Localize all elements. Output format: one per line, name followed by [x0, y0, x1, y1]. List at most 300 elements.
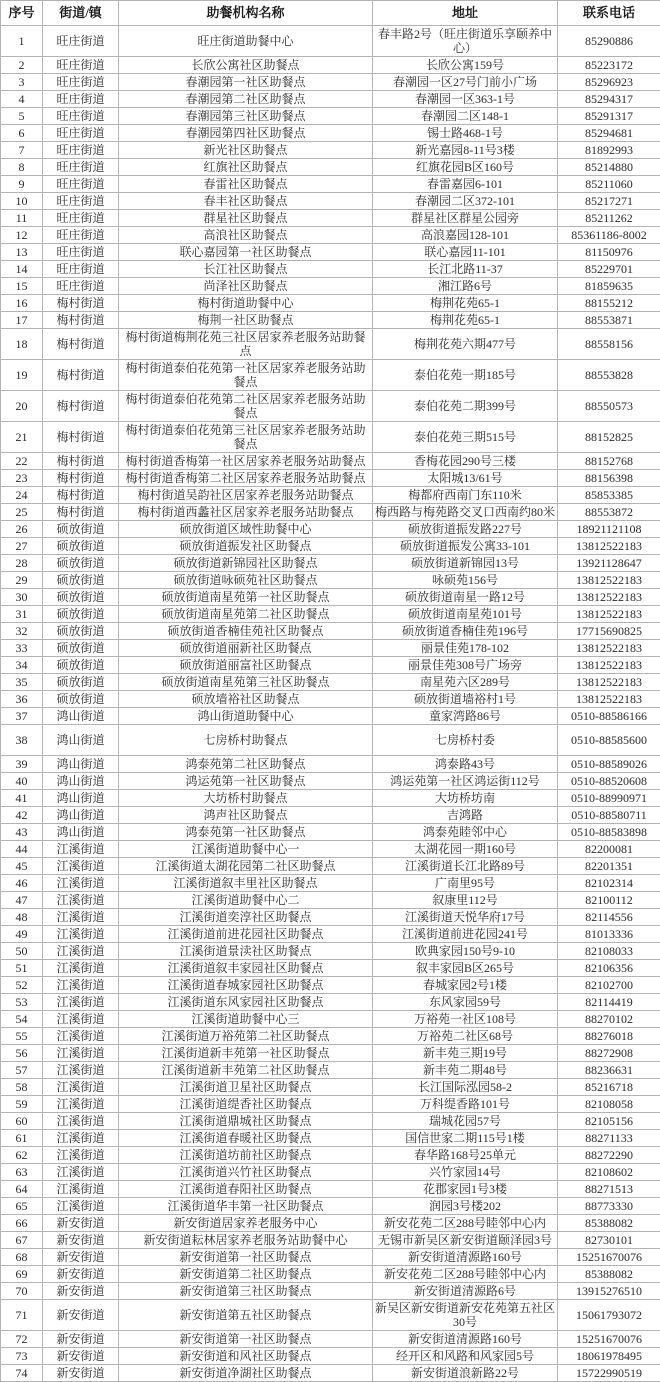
- cell-seq: 39: [1, 756, 43, 773]
- cell-phone: 88152825: [558, 422, 660, 453]
- cell-address: 长江国际泓园58-2: [373, 1079, 558, 1096]
- cell-street: 梅村街道: [43, 422, 119, 453]
- cell-address: 新光嘉园8-11号3楼: [373, 142, 558, 159]
- table-row: [1, 756, 660, 773]
- table-row: [1, 360, 660, 391]
- cell-phone: 13915276510: [558, 1283, 660, 1300]
- cell-name: 梅村街道香梅第二社区居家养老服务站助餐点: [119, 470, 373, 487]
- cell-seq: 62: [1, 1147, 43, 1164]
- cell-address: 梅都府西南门东110米: [373, 487, 558, 504]
- cell-street: 旺庄街道: [43, 142, 119, 159]
- cell-phone: 88236631: [558, 1062, 660, 1079]
- cell-name: 江溪街道春阳社区助餐点: [119, 1181, 373, 1198]
- cell-phone: 13812522183: [558, 589, 660, 606]
- cell-address: 鸿泰苑睦邻中心: [373, 824, 558, 841]
- cell-seq: 14: [1, 261, 43, 278]
- cell-phone: 15061793072: [558, 1300, 660, 1331]
- cell-street: 鸿山街道: [43, 756, 119, 773]
- cell-street: 硕放街道: [43, 572, 119, 589]
- cell-address: 泰伯花苑一期185号: [373, 360, 558, 391]
- cell-street: 硕放街道: [43, 623, 119, 640]
- cell-street: 梅村街道: [43, 360, 119, 391]
- cell-phone: 85853385: [558, 487, 660, 504]
- cell-phone: 85214880: [558, 159, 660, 176]
- cell-seq: 20: [1, 391, 43, 422]
- table-row: [1, 1096, 660, 1113]
- cell-street: 新安街道: [43, 1266, 119, 1283]
- cell-phone: 82102700: [558, 977, 660, 994]
- cell-seq: 11: [1, 210, 43, 227]
- cell-address: 丽景佳苑308号广场旁: [373, 657, 558, 674]
- table-row: [1, 858, 660, 875]
- cell-name: 硕放街道南星苑第一社区助餐点: [119, 589, 373, 606]
- cell-name: 联心嘉园第一社区助餐点: [119, 244, 373, 261]
- cell-street: 梅村街道: [43, 295, 119, 312]
- cell-phone: 81013336: [558, 926, 660, 943]
- cell-street: 江溪街道: [43, 926, 119, 943]
- cell-phone: 88558156: [558, 329, 660, 360]
- cell-phone: 13812522183: [558, 640, 660, 657]
- table-row: [1, 892, 660, 909]
- table-row: [1, 1266, 660, 1283]
- cell-name: 新光社区助餐点: [119, 142, 373, 159]
- cell-seq: 45: [1, 858, 43, 875]
- cell-phone: 82100112: [558, 892, 660, 909]
- cell-street: 鸿山街道: [43, 708, 119, 725]
- cell-name: 新安街道第一社区助餐点: [119, 1331, 373, 1348]
- cell-street: 新安街道: [43, 1331, 119, 1348]
- table-row: [1, 1249, 660, 1266]
- cell-street: 江溪街道: [43, 1045, 119, 1062]
- cell-address: 硕放街道墙裕村1号: [373, 691, 558, 708]
- cell-address: 江溪街道天悦华府17号: [373, 909, 558, 926]
- table-header: [1, 1, 660, 26]
- cell-phone: 88155212: [558, 295, 660, 312]
- cell-street: 鸿山街道: [43, 725, 119, 756]
- cell-address: 兴竹家园14号: [373, 1164, 558, 1181]
- cell-street: 江溪街道: [43, 943, 119, 960]
- cell-address: 梅西路与梅苑路交叉口西南约80米: [373, 504, 558, 521]
- table-row: [1, 640, 660, 657]
- cell-street: 梅村街道: [43, 453, 119, 470]
- cell-seq: 35: [1, 674, 43, 691]
- table-row: [1, 1147, 660, 1164]
- cell-phone: 82108602: [558, 1164, 660, 1181]
- cell-seq: 27: [1, 538, 43, 555]
- cell-name: 硕放街道振发社区助餐点: [119, 538, 373, 555]
- cell-phone: 88553872: [558, 504, 660, 521]
- cell-seq: 18: [1, 329, 43, 360]
- cell-seq: 67: [1, 1232, 43, 1249]
- cell-address: 鸿泰路43号: [373, 756, 558, 773]
- cell-street: 硕放街道: [43, 691, 119, 708]
- cell-phone: 85211060: [558, 176, 660, 193]
- cell-address: 新安花苑二区288号睦邻中心内: [373, 1266, 558, 1283]
- table-row: [1, 26, 660, 57]
- table-row: [1, 790, 660, 807]
- cell-street: 鸿山街道: [43, 773, 119, 790]
- cell-seq: 8: [1, 159, 43, 176]
- table-row: [1, 391, 660, 422]
- cell-seq: 60: [1, 1113, 43, 1130]
- cell-phone: 85388082: [558, 1266, 660, 1283]
- table-row: [1, 57, 660, 74]
- cell-seq: 72: [1, 1331, 43, 1348]
- cell-phone: 85223172: [558, 57, 660, 74]
- cell-phone: 13812522183: [558, 606, 660, 623]
- cell-street: 江溪街道: [43, 994, 119, 1011]
- table-row: [1, 538, 660, 555]
- cell-street: 江溪街道: [43, 960, 119, 977]
- table-row: [1, 623, 660, 640]
- cell-seq: 59: [1, 1096, 43, 1113]
- table-row: [1, 1164, 660, 1181]
- cell-name: 江溪街道华丰第一社区助餐点: [119, 1198, 373, 1215]
- cell-seq: 24: [1, 487, 43, 504]
- cell-street: 硕放街道: [43, 606, 119, 623]
- table-row: [1, 1365, 660, 1382]
- cell-name: 鸿泰苑第一社区助餐点: [119, 824, 373, 841]
- cell-street: 梅村街道: [43, 391, 119, 422]
- cell-address: 吉鸿路: [373, 807, 558, 824]
- cell-name: 鸿运苑第一社区助餐点: [119, 773, 373, 790]
- cell-street: 旺庄街道: [43, 227, 119, 244]
- cell-street: 鸿山街道: [43, 807, 119, 824]
- table-row: [1, 994, 660, 1011]
- cell-street: 江溪街道: [43, 1062, 119, 1079]
- cell-phone: 0510-88580711: [558, 807, 660, 824]
- cell-address: 高浪嘉园128-101: [373, 227, 558, 244]
- table-row: [1, 1181, 660, 1198]
- table-row: [1, 1300, 660, 1331]
- cell-street: 江溪街道: [43, 1113, 119, 1130]
- cell-name: 梅村街道泰伯花苑第三社区居家养老服务站助餐点: [119, 422, 373, 453]
- cell-street: 江溪街道: [43, 892, 119, 909]
- header-addr: 地址: [373, 1, 558, 26]
- cell-address: 新安街道清源路160号: [373, 1331, 558, 1348]
- cell-seq: 13: [1, 244, 43, 261]
- cell-address: 硕放街道新锦园13号: [373, 555, 558, 572]
- cell-name: 江溪街道卫星社区助餐点: [119, 1079, 373, 1096]
- cell-street: 梅村街道: [43, 504, 119, 521]
- cell-street: 江溪街道: [43, 909, 119, 926]
- cell-phone: 85217271: [558, 193, 660, 210]
- cell-phone: 18061978495: [558, 1348, 660, 1365]
- cell-seq: 52: [1, 977, 43, 994]
- cell-seq: 22: [1, 453, 43, 470]
- cell-address: 童家湾路86号: [373, 708, 558, 725]
- cell-name: 硕放墙裕社区助餐点: [119, 691, 373, 708]
- cell-address: 花郡家园1号3楼: [373, 1181, 558, 1198]
- cell-phone: 85296923: [558, 74, 660, 91]
- table-row: [1, 142, 660, 159]
- cell-name: 江溪街道景渎社区助餐点: [119, 943, 373, 960]
- table-row: [1, 1011, 660, 1028]
- table-row: [1, 1232, 660, 1249]
- cell-phone: 88276018: [558, 1028, 660, 1045]
- cell-address: 长江北路11-37: [373, 261, 558, 278]
- cell-seq: 69: [1, 1266, 43, 1283]
- cell-name: 尚泽社区助餐点: [119, 278, 373, 295]
- cell-phone: 82114556: [558, 909, 660, 926]
- cell-street: 新安街道: [43, 1300, 119, 1331]
- cell-street: 江溪街道: [43, 875, 119, 892]
- cell-seq: 41: [1, 790, 43, 807]
- cell-seq: 33: [1, 640, 43, 657]
- cell-phone: 0510-88990971: [558, 790, 660, 807]
- cell-seq: 6: [1, 125, 43, 142]
- table-row: [1, 1283, 660, 1300]
- cell-phone: 13812522183: [558, 657, 660, 674]
- cell-address: 新丰苑二期48号: [373, 1062, 558, 1079]
- cell-street: 江溪街道: [43, 1096, 119, 1113]
- cell-phone: 13812522183: [558, 674, 660, 691]
- cell-name: 江溪街道东风家园社区助餐点: [119, 994, 373, 1011]
- cell-seq: 36: [1, 691, 43, 708]
- cell-seq: 42: [1, 807, 43, 824]
- cell-address: 联心嘉园11-101: [373, 244, 558, 261]
- table-row: [1, 1045, 660, 1062]
- cell-phone: 17715690825: [558, 623, 660, 640]
- cell-phone: 88553871: [558, 312, 660, 329]
- table-row: [1, 1062, 660, 1079]
- cell-seq: 26: [1, 521, 43, 538]
- cell-phone: 82730101: [558, 1232, 660, 1249]
- cell-address: 春潮园一区27号门前小广场: [373, 74, 558, 91]
- cell-street: 硕放街道: [43, 538, 119, 555]
- cell-name: 江溪街道兴竹社区助餐点: [119, 1164, 373, 1181]
- cell-address: 春华路168号25单元: [373, 1147, 558, 1164]
- header-name: 助餐机构名称: [119, 1, 373, 26]
- cell-seq: 2: [1, 57, 43, 74]
- header-seq: 序号: [1, 1, 43, 26]
- cell-seq: 48: [1, 909, 43, 926]
- cell-street: 旺庄街道: [43, 210, 119, 227]
- cell-phone: 88550573: [558, 391, 660, 422]
- cell-street: 旺庄街道: [43, 57, 119, 74]
- cell-name: 春雷社区助餐点: [119, 176, 373, 193]
- cell-address: 无锡市新吴区新安街道颐泽园3号: [373, 1232, 558, 1249]
- cell-phone: 0510-88583898: [558, 824, 660, 841]
- cell-address: 硕放街道香楠佳苑196号: [373, 623, 558, 640]
- table-row: [1, 909, 660, 926]
- table-row: [1, 572, 660, 589]
- cell-phone: 13812522183: [558, 691, 660, 708]
- cell-street: 硕放街道: [43, 640, 119, 657]
- cell-address: 新安街道清源路6号: [373, 1283, 558, 1300]
- cell-name: 硕放街道丽新社区助餐点: [119, 640, 373, 657]
- cell-seq: 23: [1, 470, 43, 487]
- table-row: [1, 606, 660, 623]
- table-row: [1, 1028, 660, 1045]
- cell-street: 旺庄街道: [43, 193, 119, 210]
- table-row: [1, 244, 660, 261]
- cell-name: 新安街道耘林居家养老服务站助餐中心: [119, 1232, 373, 1249]
- cell-address: 经开区和风路和风家园5号: [373, 1348, 558, 1365]
- cell-address: 红旗花园B区160号: [373, 159, 558, 176]
- cell-phone: 0510-88586166: [558, 708, 660, 725]
- table-row: [1, 295, 660, 312]
- cell-address: 江溪街道前进花园241号: [373, 926, 558, 943]
- cell-name: 江溪街道万裕苑第二社区助餐点: [119, 1028, 373, 1045]
- cell-address: 七房桥村委: [373, 725, 558, 756]
- table-row: [1, 521, 660, 538]
- cell-name: 新安街道第五社区助餐点: [119, 1300, 373, 1331]
- table-row: [1, 773, 660, 790]
- cell-seq: 50: [1, 943, 43, 960]
- cell-phone: 82102314: [558, 875, 660, 892]
- cell-name: 春潮园第四社区助餐点: [119, 125, 373, 142]
- cell-name: 春丰社区助餐点: [119, 193, 373, 210]
- cell-name: 梅村街道助餐中心: [119, 295, 373, 312]
- cell-name: 鸿山街道助餐中心: [119, 708, 373, 725]
- cell-phone: 85211262: [558, 210, 660, 227]
- table-row: [1, 1079, 660, 1096]
- cell-address: 广南里95号: [373, 875, 558, 892]
- table-row: [1, 422, 660, 453]
- cell-seq: 58: [1, 1079, 43, 1096]
- cell-address: 泰伯花苑三期515号: [373, 422, 558, 453]
- cell-street: 新安街道: [43, 1348, 119, 1365]
- cell-street: 旺庄街道: [43, 91, 119, 108]
- cell-address: 大坊桥坊南: [373, 790, 558, 807]
- cell-seq: 30: [1, 589, 43, 606]
- cell-phone: 88553828: [558, 360, 660, 391]
- table-row: [1, 227, 660, 244]
- table-row: [1, 589, 660, 606]
- table-row: [1, 943, 660, 960]
- cell-name: 新安街道第二社区助餐点: [119, 1266, 373, 1283]
- cell-name: 梅村街道吴韵社区居家养老服务站助餐点: [119, 487, 373, 504]
- cell-seq: 44: [1, 841, 43, 858]
- cell-seq: 65: [1, 1198, 43, 1215]
- cell-name: 群星社区助餐点: [119, 210, 373, 227]
- cell-seq: 71: [1, 1300, 43, 1331]
- cell-seq: 49: [1, 926, 43, 943]
- cell-name: 硕放街道香楠佳苑社区助餐点: [119, 623, 373, 640]
- cell-street: 旺庄街道: [43, 74, 119, 91]
- cell-name: 江溪街道鼎城社区助餐点: [119, 1113, 373, 1130]
- cell-street: 新安街道: [43, 1283, 119, 1300]
- table-row: [1, 312, 660, 329]
- cell-seq: 37: [1, 708, 43, 725]
- cell-seq: 53: [1, 994, 43, 1011]
- table-row: [1, 708, 660, 725]
- cell-seq: 31: [1, 606, 43, 623]
- cell-seq: 47: [1, 892, 43, 909]
- cell-street: 江溪街道: [43, 1011, 119, 1028]
- cell-address: 国信世家二期115号1楼: [373, 1130, 558, 1147]
- cell-phone: 18921121108: [558, 521, 660, 538]
- cell-address: 太阳城13/61号: [373, 470, 558, 487]
- cell-street: 新安街道: [43, 1365, 119, 1382]
- cell-address: 香梅花园290号三楼: [373, 453, 558, 470]
- cell-name: 硕放街道咏硕苑社区助餐点: [119, 572, 373, 589]
- table-row: [1, 125, 660, 142]
- cell-phone: 88773330: [558, 1198, 660, 1215]
- table-row: [1, 1113, 660, 1130]
- cell-name: 江溪街道春暖社区助餐点: [119, 1130, 373, 1147]
- cell-seq: 68: [1, 1249, 43, 1266]
- cell-phone: 85361186-8002: [558, 227, 660, 244]
- cell-seq: 70: [1, 1283, 43, 1300]
- cell-seq: 46: [1, 875, 43, 892]
- cell-address: 瑞城花园57号: [373, 1113, 558, 1130]
- cell-name: 江溪街道助餐中心二: [119, 892, 373, 909]
- cell-name: 硕放街道南星苑第三社区助餐点: [119, 674, 373, 691]
- table-row: [1, 470, 660, 487]
- cell-name: 鸿声社区助餐点: [119, 807, 373, 824]
- table-row: [1, 91, 660, 108]
- table-row: [1, 278, 660, 295]
- cell-street: 旺庄街道: [43, 176, 119, 193]
- cell-seq: 40: [1, 773, 43, 790]
- cell-phone: 88272290: [558, 1147, 660, 1164]
- cell-name: 江溪街道助餐中心三: [119, 1011, 373, 1028]
- cell-name: 江溪街道助餐中心一: [119, 841, 373, 858]
- cell-address: 万裕苑一社区108号: [373, 1011, 558, 1028]
- cell-seq: 1: [1, 26, 43, 57]
- table-row: [1, 1331, 660, 1348]
- cell-seq: 63: [1, 1164, 43, 1181]
- cell-phone: 0510-88589026: [558, 756, 660, 773]
- cell-seq: 61: [1, 1130, 43, 1147]
- cell-street: 新安街道: [43, 1232, 119, 1249]
- cell-street: 江溪街道: [43, 1079, 119, 1096]
- cell-seq: 12: [1, 227, 43, 244]
- cell-address: 湘江路6号: [373, 278, 558, 295]
- cell-address: 硕放街道振发公寓33-101: [373, 538, 558, 555]
- cell-address: 春城家园2号1楼: [373, 977, 558, 994]
- table-body: [1, 26, 660, 1382]
- cell-name: 梅村街道泰伯花苑第一社区居家养老服务站助餐点: [119, 360, 373, 391]
- table-row: [1, 193, 660, 210]
- cell-street: 江溪街道: [43, 1198, 119, 1215]
- table-row: [1, 960, 660, 977]
- table-row: [1, 1215, 660, 1232]
- cell-phone: 15722990519: [558, 1365, 660, 1382]
- cell-seq: 16: [1, 295, 43, 312]
- table-row: [1, 807, 660, 824]
- table-row: [1, 453, 660, 470]
- cell-name: 江溪街道太湖花园第二社区助餐点: [119, 858, 373, 875]
- cell-seq: 54: [1, 1011, 43, 1028]
- cell-seq: 74: [1, 1365, 43, 1382]
- cell-phone: 13812522183: [558, 572, 660, 589]
- table-row: [1, 1130, 660, 1147]
- table-row: [1, 261, 660, 278]
- cell-phone: 13921128647: [558, 555, 660, 572]
- cell-address: 欧典家园150号9-10: [373, 943, 558, 960]
- table-row: [1, 108, 660, 125]
- cell-street: 硕放街道: [43, 555, 119, 572]
- table-row: [1, 504, 660, 521]
- cell-street: 江溪街道: [43, 1164, 119, 1181]
- table-row: [1, 74, 660, 91]
- cell-name: 长欣公寓社区助餐点: [119, 57, 373, 74]
- cell-street: 硕放街道: [43, 657, 119, 674]
- cell-name: 新安街道和风社区助餐点: [119, 1348, 373, 1365]
- cell-address: 太湖花园一期160号: [373, 841, 558, 858]
- cell-phone: 82108033: [558, 943, 660, 960]
- cell-phone: 82114419: [558, 994, 660, 1011]
- cell-street: 新安街道: [43, 1215, 119, 1232]
- cell-name: 梅荆一社区助餐点: [119, 312, 373, 329]
- cell-street: 硕放街道: [43, 674, 119, 691]
- table-row: [1, 487, 660, 504]
- table-row: [1, 159, 660, 176]
- cell-name: 新安街道第一社区助餐点: [119, 1249, 373, 1266]
